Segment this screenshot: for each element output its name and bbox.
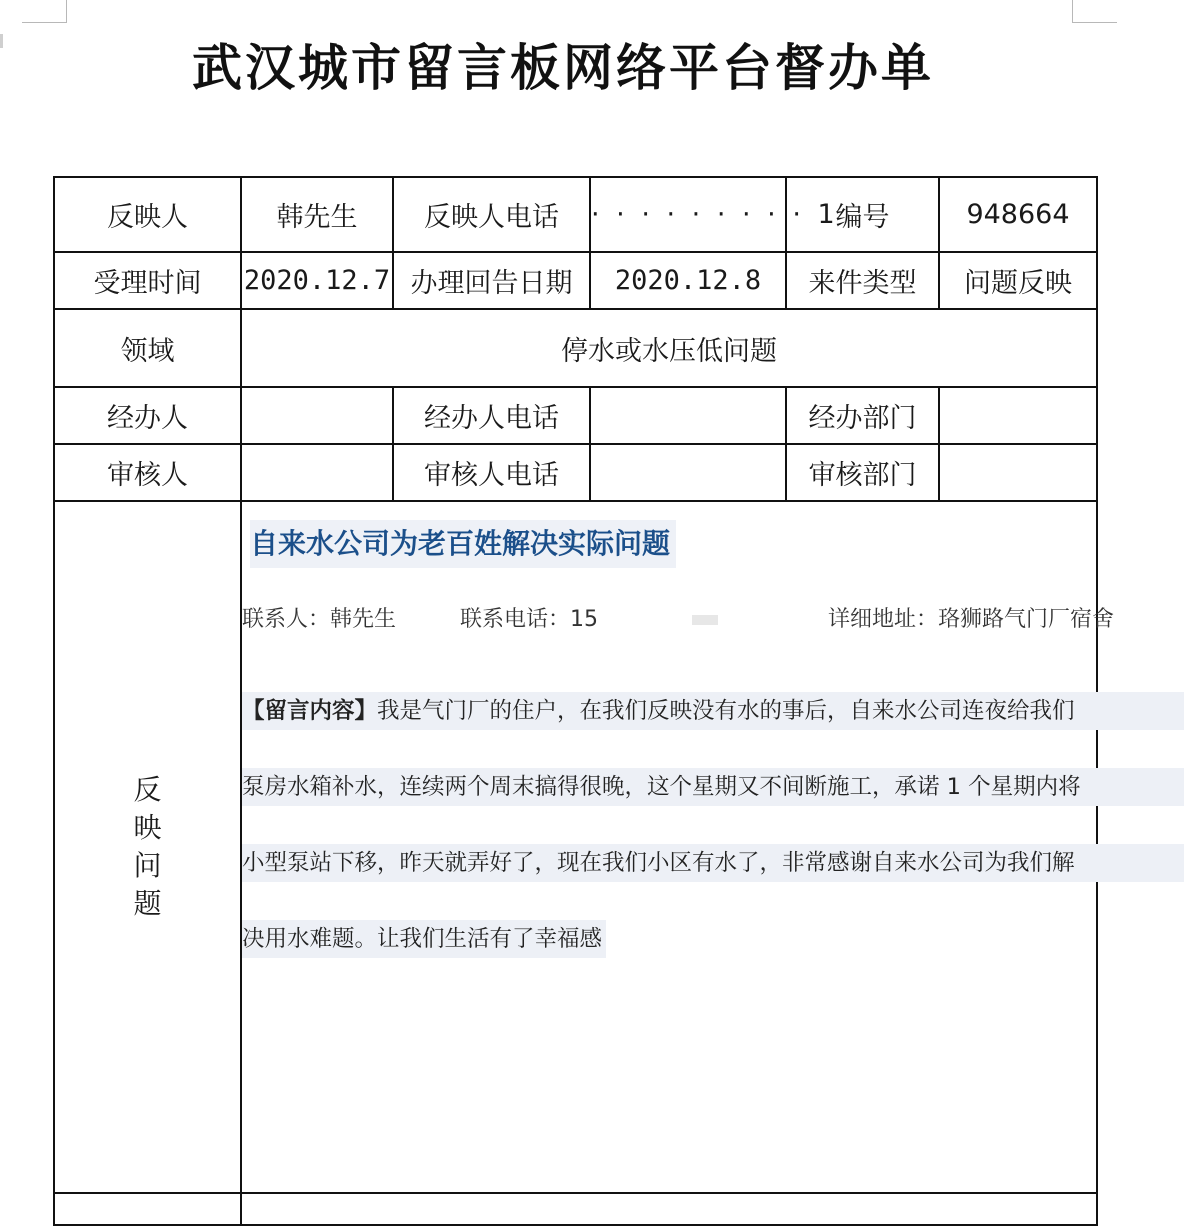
type-label: 来件类型 (786, 252, 939, 309)
reviewer-phone-value (590, 444, 786, 501)
handler-dept-label: 经办部门 (786, 387, 939, 444)
crop-mark-top-right (1072, 0, 1117, 23)
domain-label: 领域 (54, 309, 241, 387)
handler-dept-value (939, 387, 1097, 444)
reviewer-value (241, 444, 393, 501)
redaction-mark (692, 615, 718, 625)
contact-address: 详细地址：珞狮路气门厂宿舍 (828, 607, 1115, 632)
reviewer-dept-value (939, 444, 1097, 501)
form-row-handler (54, 387, 1097, 444)
form-row-dates (54, 252, 1097, 309)
contact-line (242, 602, 1114, 633)
reviewer-dept-label: 审核部门 (786, 444, 939, 501)
reviewer-phone-label: 审核人电话 (393, 444, 590, 501)
accept-time-label: 受理时间 (54, 252, 241, 309)
contact-phone: 联系电话：1͏5͏ (460, 607, 599, 632)
form-row-domain (54, 309, 1097, 387)
issue-label-cell (54, 501, 241, 1193)
reply-date-label: 办理回告日期 (393, 252, 590, 309)
reporter-label: 反映人 (54, 177, 241, 252)
accept-time-value: 2020.12.7 (241, 252, 393, 309)
domain-value: 停水或水压低问题 (241, 309, 1097, 387)
next-row-content (241, 1193, 1097, 1225)
supervision-form-table (53, 176, 1115, 1226)
number-label: 编号 (786, 177, 939, 252)
issue-label: 反映问题 (133, 773, 162, 920)
next-row-cell (54, 1193, 241, 1225)
form-row-issue (54, 501, 1097, 1193)
handler-value (241, 387, 393, 444)
contact-person: 联系人：韩先生 (242, 607, 397, 632)
number-value: 948664 (939, 177, 1097, 252)
message-line: 泵房水箱补水，连续两个周末搞得很晚，这个星期又不间断施工，承诺 1 个星期内将 (242, 768, 1184, 806)
message-line (242, 692, 1184, 730)
form-row-reviewer (54, 444, 1097, 501)
reporter-value: 韩先生 (241, 177, 393, 252)
handler-phone-label: 经办人电话 (393, 387, 590, 444)
message-content-tag: 【留言内容】 (242, 698, 378, 724)
handler-label: 经办人 (54, 387, 241, 444)
form-row-next (54, 1193, 1097, 1225)
issue-content-cell (241, 501, 1115, 1193)
message-body (242, 692, 1184, 996)
crop-mark-top-left (22, 0, 67, 23)
message-line: 决用水难题。让我们生活有了幸福感 (242, 920, 606, 958)
document-title: 武汉城市留言板网络平台督办单 (192, 39, 934, 97)
handler-phone-value (590, 387, 786, 444)
form-row-reporter (54, 177, 1097, 252)
reporter-phone-value: · · · · · · · · · 1 (590, 177, 786, 252)
reporter-phone-label: 反映人电话 (393, 177, 590, 252)
message-title: 自来水公司为老百姓解决实际问题 (250, 520, 676, 568)
type-value: 问题反映 (939, 252, 1097, 309)
message-line-text: 我是气门厂的住户，在我们反映没有水的事后，自来水公司连夜给我们 (377, 698, 1075, 724)
message-line: 小型泵站下移，昨天就弄好了，现在我们小区有水了，非常感谢自来水公司为我们解 (242, 844, 1184, 882)
reviewer-label: 审核人 (54, 444, 241, 501)
reply-date-value: 2020.12.8 (590, 252, 786, 309)
